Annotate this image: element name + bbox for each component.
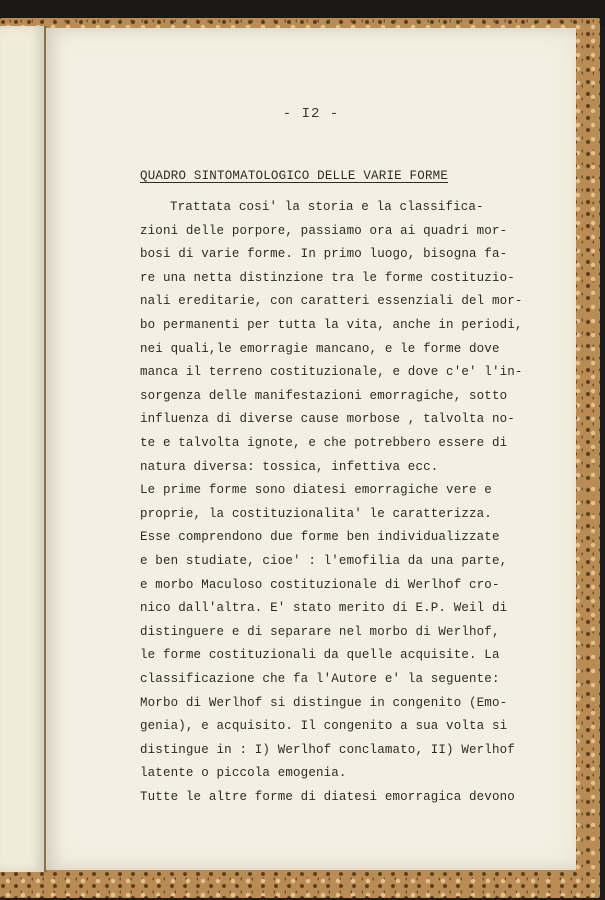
text-line: manca il terreno costituzionale, e dove c'e' l'in- [140,365,523,380]
text-line: bo permanenti per tutta la vita, anche in periodi, [140,318,523,332]
document-page [46,28,576,870]
text-line: proprie, la costituzionalita' le caratterizza. [140,506,492,521]
text-line: re una netta distinzione tra le forme costituzio- [140,270,515,285]
text-line: classificazione che fa l'Autore e' la seguente: [140,672,500,686]
text-line: Trattata cosi' la storia e la classifica- [170,200,484,214]
text-line: distingue in : I) Werlhof conclamato, II) Werlhof [140,742,515,757]
text-line: Le prime forme sono diatesi emorragiche vere e [140,483,492,498]
text-line: e morbo Maculoso costituzionale di Werlhof cro- [140,577,500,592]
text-line: sorgenza delle manifestazioni emorragiche, sotto [140,388,508,403]
text-line: nei quali,le emorragie mancano, e le forme dove [140,341,500,356]
text-line: distinguere e di separare nel morbo di Werlhof, [140,624,500,639]
text-line: nico dall'altra. E' stato merito di E.P. Weil di [140,601,508,616]
text-line: influenza di diverse cause morbose , talvolta no- [140,412,515,427]
text-line: e ben studiate, cioe' : l'emofilia da una parte, [140,554,508,568]
text-line: bosi di varie forme. In primo luogo, bisogna fa- [140,247,508,262]
page-number: - I2 - [282,106,340,122]
text-line: Esse comprendono due forme ben individualizzate [140,530,500,545]
text-line: genia), e acquisito. Il congenito a sua volta si [140,719,508,734]
text-line: nali ereditarie, con caratteri essenziali del mor- [140,294,523,309]
text-line: Morbo di Werlhof si distingue in congenito (Emo- [140,695,508,710]
text-line: Tutte le altre forme di diatesi emorragica devono [140,790,515,804]
text-line: zioni delle porpore, passiamo ora ai quadri mor- [140,223,508,238]
section-heading: QUADRO SINTOMATOLOGICO DELLE VARIE FORME [140,169,449,183]
text-line: natura diversa: tossica, infettiva ecc. [140,459,439,474]
text-line: latente o piccola emogenia. [140,766,347,781]
previous-page [0,26,45,872]
text-line: te e talvolta ignote, e che potrebbero essere di [140,436,508,450]
text-line: le forme costituzionali da quelle acquisite. La [140,648,500,663]
